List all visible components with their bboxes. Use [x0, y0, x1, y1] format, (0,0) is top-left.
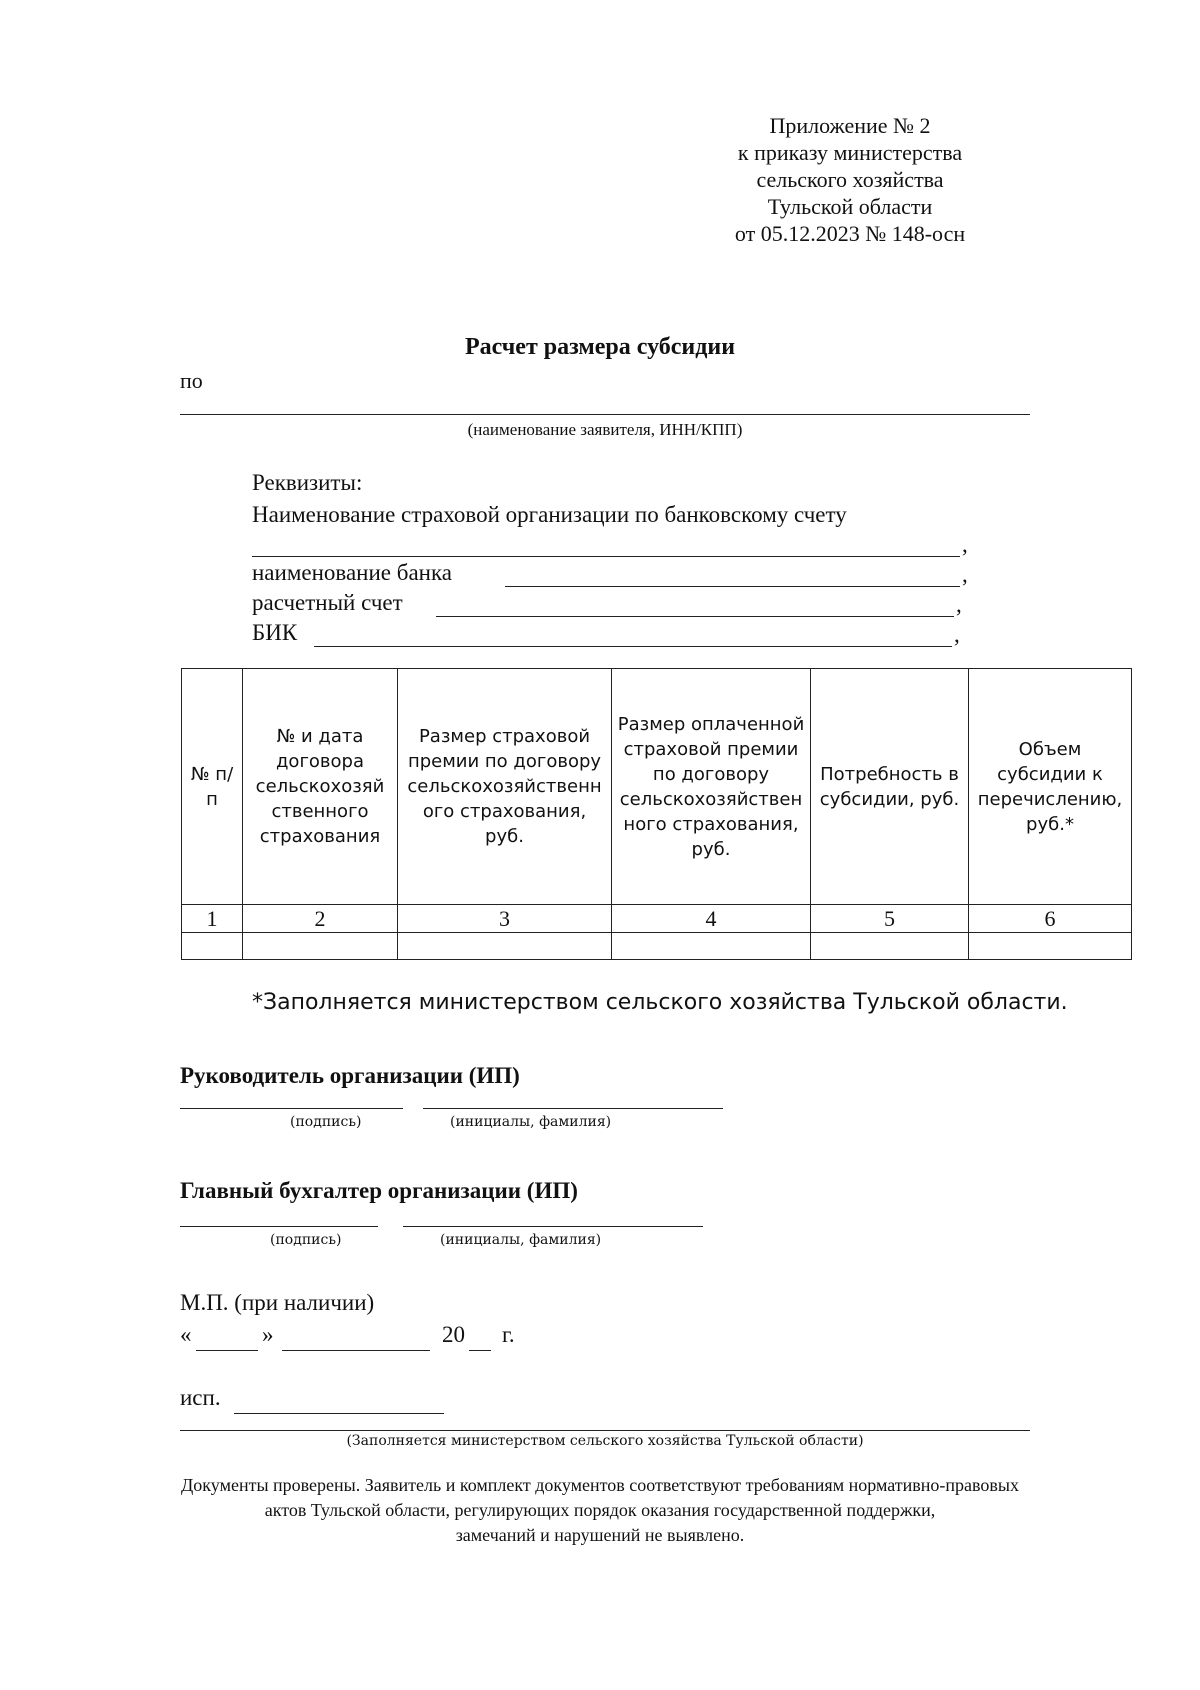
table-cell[interactable]	[811, 933, 969, 960]
bank-input-line[interactable]	[505, 586, 960, 587]
bik-input-line[interactable]	[314, 646, 952, 647]
header-cell: Объем субсидии к перечислению, руб.*	[969, 669, 1132, 905]
footnote: *Заполняется министерством сельского хозяйства Тульской области.	[252, 990, 1068, 1015]
column-number: 6	[969, 905, 1132, 933]
applicant-caption: (наименование заявителя, ИНН/КПП)	[467, 420, 743, 439]
po-label: по	[180, 368, 203, 393]
day-input-line[interactable]	[196, 1350, 258, 1351]
appendix-line: Приложение № 2	[769, 113, 931, 138]
column-number: 4	[612, 905, 811, 933]
checked-statement	[0, 1473, 1200, 1548]
year-suffix: г.	[502, 1322, 515, 1347]
requisites-heading: Реквизиты:	[252, 470, 363, 495]
comma: ,	[954, 622, 960, 647]
appendix-header	[690, 112, 1010, 247]
comma: ,	[956, 592, 962, 617]
header-cell: Размер оплаченной страховой премии по договору сельскохозяйствен ного страхования, руб.	[612, 669, 811, 905]
year-input-line[interactable]	[469, 1350, 491, 1351]
table-header-row	[182, 669, 1132, 905]
checked-line: замечаний и нарушений не выявлено.	[455, 1525, 745, 1545]
bank-label: наименование банка	[252, 560, 452, 585]
accountant-signature-line[interactable]	[180, 1226, 378, 1227]
subsidy-table	[181, 668, 1132, 960]
close-quote: »	[262, 1322, 274, 1347]
account-input-line[interactable]	[436, 616, 954, 617]
appendix-line: от 05.12.2023 № 148-осн	[734, 221, 966, 246]
header-cell: № и дата договора сельскохозяй ственного страхования	[243, 669, 398, 905]
table-cell[interactable]	[182, 933, 243, 960]
appendix-line: к приказу министерства	[737, 140, 963, 165]
comma: ,	[962, 532, 968, 557]
name-caption: (инициалы, фамилия)	[440, 1232, 602, 1248]
head-of-org-title: Руководитель организации (ИП)	[180, 1063, 520, 1088]
year-prefix: 20	[442, 1322, 465, 1347]
checked-line: Документы проверены. Заявитель и комплект документов соответствуют требованиям нормативно-правовых	[181, 1475, 1019, 1495]
signature-caption: (подпись)	[290, 1114, 362, 1130]
month-input-line[interactable]	[282, 1350, 430, 1351]
ministry-input-line[interactable]	[180, 1430, 1030, 1431]
bik-label: БИК	[252, 620, 298, 645]
table-row	[182, 933, 1132, 960]
header-cell: № п/п	[182, 669, 243, 905]
appendix-line: Тульской области	[767, 194, 933, 219]
comma: ,	[962, 562, 968, 587]
account-label: расчетный счет	[252, 590, 403, 615]
chief-accountant-title: Главный бухгалтер организации (ИП)	[180, 1178, 578, 1203]
head-signature-line[interactable]	[180, 1108, 403, 1109]
table-cell[interactable]	[612, 933, 811, 960]
header-cell: Потребность в субсидии, руб.	[811, 669, 969, 905]
ministry-caption: (Заполняется министерством сельского хозяйства Тульской области)	[346, 1433, 864, 1449]
executor-input-line[interactable]	[234, 1413, 444, 1414]
open-quote: «	[180, 1322, 192, 1347]
name-caption: (инициалы, фамилия)	[450, 1114, 612, 1130]
table-row	[182, 905, 1132, 933]
column-number: 1	[182, 905, 243, 933]
date-line	[180, 1322, 192, 1348]
table-cell[interactable]	[969, 933, 1132, 960]
document-title: Расчет размера субсидии	[464, 334, 736, 360]
column-number: 5	[811, 905, 969, 933]
insurer-input-line[interactable]	[252, 556, 960, 557]
table-cell[interactable]	[398, 933, 612, 960]
appendix-line: сельского хозяйства	[756, 167, 944, 192]
column-number: 2	[243, 905, 398, 933]
checked-line: актов Тульской области, регулирующих порядок оказания государственной поддержки,	[264, 1500, 936, 1520]
stamp-label: М.П. (при наличии)	[180, 1290, 375, 1315]
column-number: 3	[398, 905, 612, 933]
signature-caption: (подпись)	[270, 1232, 342, 1248]
insurer-label: Наименование страховой организации по банковскому счету	[252, 502, 847, 527]
applicant-input-line[interactable]	[180, 414, 1030, 415]
executor-label: исп.	[180, 1385, 221, 1410]
accountant-name-line[interactable]	[403, 1226, 703, 1227]
header-cell: Размер страховой премии по договору сельскохозяйственн ого страхования, руб.	[398, 669, 612, 905]
table-cell[interactable]	[243, 933, 398, 960]
head-name-line[interactable]	[423, 1108, 723, 1109]
